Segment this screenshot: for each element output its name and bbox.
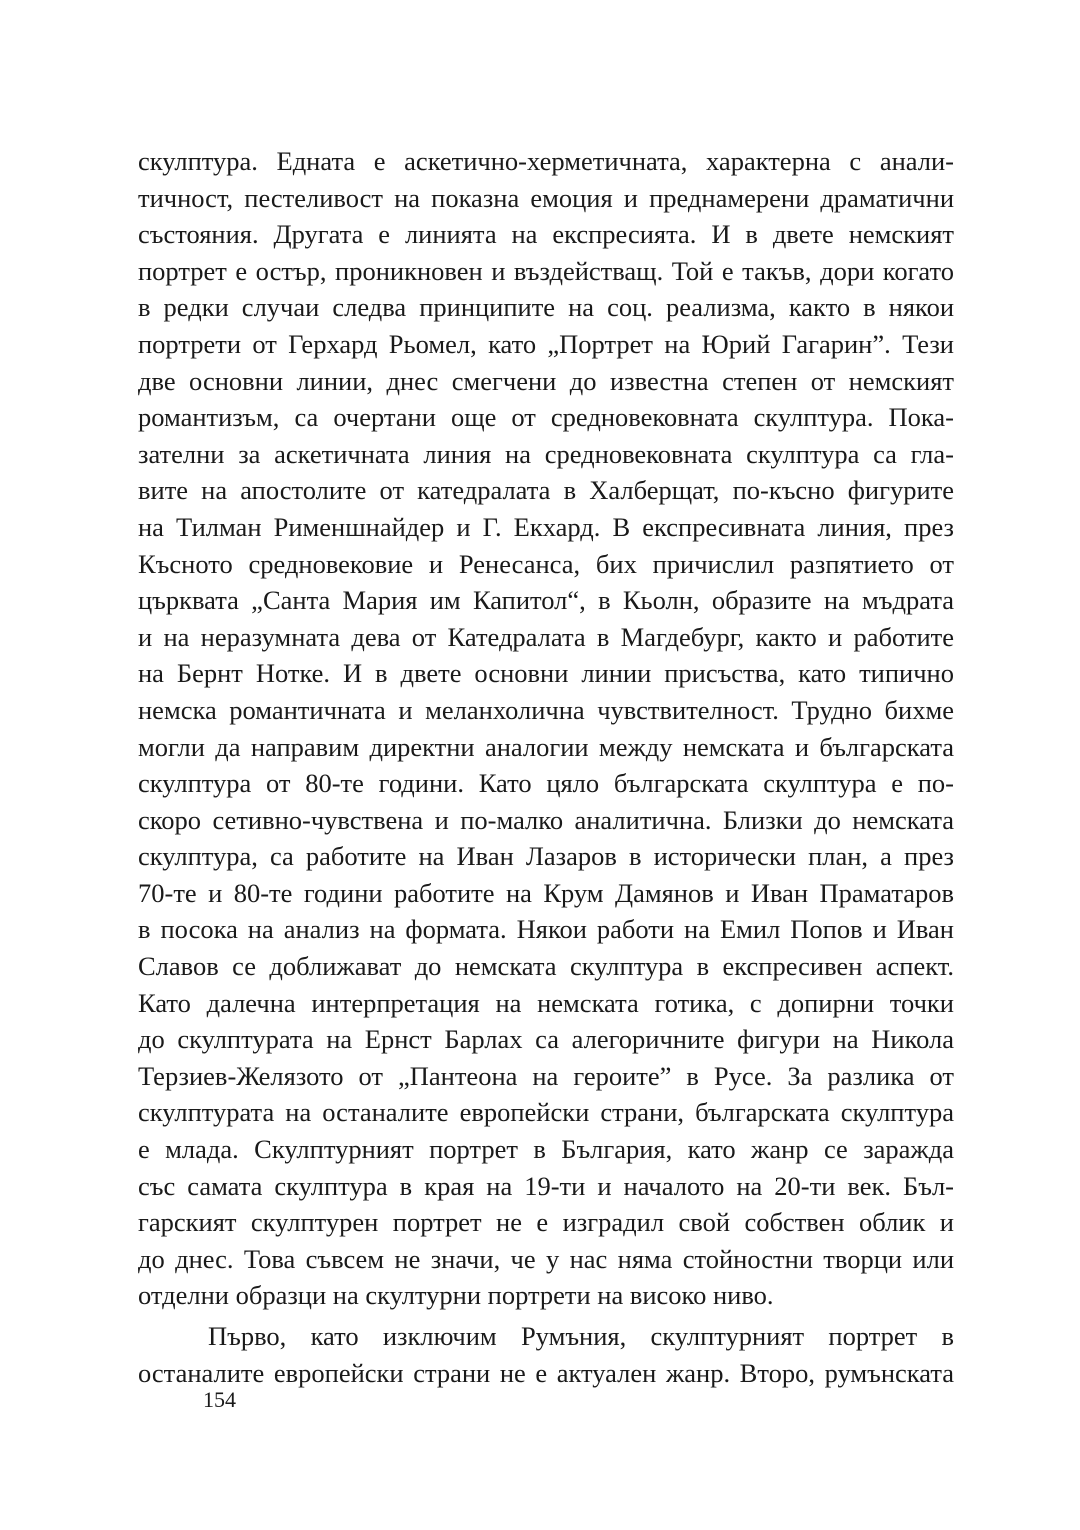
text-line: портрети от Герхард Рьомел, като „Портрет на Юрий Гагарин”. Тези <box>138 328 954 359</box>
text-line: скулптура от 80-те години. Като цяло българската скулптура е по- <box>138 768 954 799</box>
text-line: вите на апостолите от катедралата в Халберщат, по-късно фигурите <box>138 475 954 506</box>
text-line: скулптурата на останалите европейски страни, българската скулптура <box>138 1097 954 1128</box>
text-line: до днес. Това съвсем не значи, че у нас няма стойностни творци или <box>138 1243 954 1274</box>
page-number: 154 <box>203 1387 236 1412</box>
text-line: състояния. Другата е линията на експресията. И в двете немският <box>138 219 954 250</box>
text-line: романтизъм, са очертани още от средновековната скулптура. Пока- <box>138 402 954 433</box>
text-line: отделни образци на скултурни портрети на високо ниво. <box>138 1280 774 1311</box>
text-line: със самата скулптура в края на 19-ти и началото на 20-ти век. Бъл- <box>138 1170 954 1201</box>
text-line: две основни линии, днес смегчени до известна степен от немският <box>138 365 954 396</box>
text-line: Първо, като изключим Румъния, скулптурният портрет в <box>208 1321 954 1351</box>
text-line: и на неразумната дева от Катедралата в Магдебург, както и работите <box>138 621 954 652</box>
text-line: портрет е остър, проникновен и въздействащ. Той е такъв, дори когато <box>138 255 954 286</box>
text-line: тичност, пестеливост на показна емоция и преднамерени драматични <box>138 182 954 213</box>
text-line: Късното средновековие и Ренесанса, бих причислил разпятието от <box>138 548 954 579</box>
text-line: останалите европейски страни не е актуален жанр. Второ, румънската <box>138 1357 954 1388</box>
text-line: до скулптурата на Ернст Барлах са алегоричните фигури на Никола <box>138 1024 954 1055</box>
text-line: Като далечна интерпретация на немската готика, с допирни точки <box>138 987 954 1018</box>
text-line: Славов се доближават до немската скулптура в експресивен аспект. <box>138 951 954 982</box>
text-line: в редки случаи следва принципите на соц. реализма, както в някои <box>138 292 954 323</box>
text-line: Терзиев-Желязото от „Пантеона на героите” в Русе. За разлика от <box>138 1060 954 1091</box>
text-line: в посока на анализ на формата. Някои работи на Емил Попов и Иван <box>138 914 954 945</box>
paragraph-2 <box>138 1318 954 1391</box>
text-line: немска романтичната и меланхолична чувствителност. Трудно бихме <box>138 694 954 725</box>
text-line: е млада. Скулптурният портрет в България, като жанр се заражда <box>138 1134 954 1165</box>
paragraph-1 <box>138 143 954 1314</box>
text-line: църквата „Санта Мария им Капитол“, в Кьолн, образите на мъдрата <box>138 585 954 616</box>
text-line: могли да направим директни аналогии между немската и българската <box>138 731 954 762</box>
text-line: скулптура. Едната е аскетично-херметичната, характерна с анали- <box>138 146 954 176</box>
text-line: скулптура, са работите на Иван Лазаров в исторически план, а през <box>138 841 954 872</box>
text-line: зателни за аскетичната линия на средновековната скулптура са гла- <box>138 438 954 469</box>
text-line: на Тилман Рименшнайдер и Г. Екхард. В експресивната линия, през <box>138 511 954 542</box>
body-text <box>138 143 954 1391</box>
text-line: 70-те и 80-те години работите на Крум Дамянов и Иван Праматаров <box>138 877 954 908</box>
text-line: гарският скулптурен портрет не е изградил свой собствен облик и <box>138 1207 954 1238</box>
text-line: на Бернт Нотке. И в двете основни линии присъства, като типично <box>138 658 954 689</box>
text-line: скоро сетивно-чувствена и по-малко аналитична. Близки до немската <box>138 804 954 835</box>
